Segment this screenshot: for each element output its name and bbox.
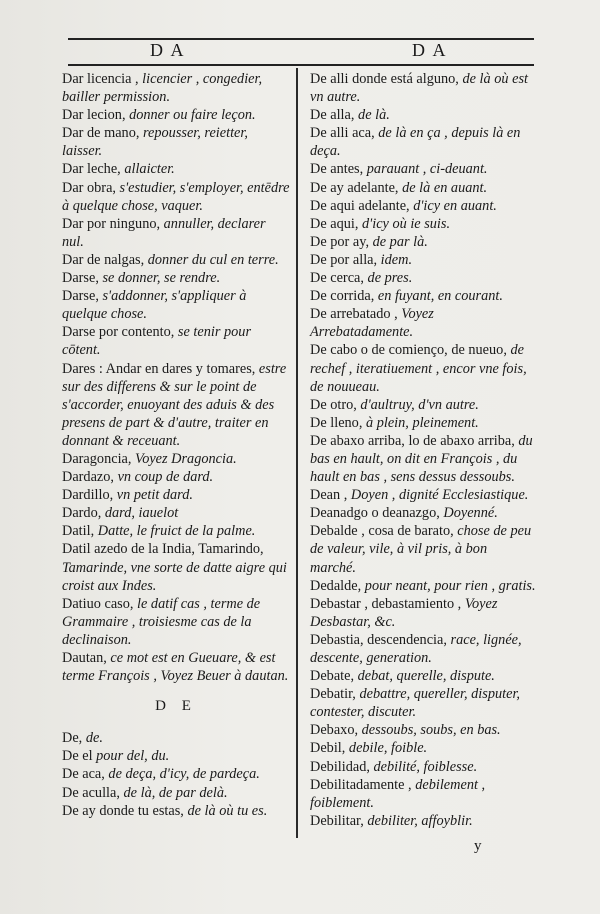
entry-headword: Dardillo, [62, 487, 114, 504]
entry-headword: Debilitadamente , [310, 776, 412, 793]
header-rule-top [68, 38, 534, 40]
entry-headword: Dardo, [62, 505, 102, 522]
entry-headword: Debil, [310, 740, 346, 757]
entry-definition: pour del, du. [92, 748, 170, 765]
entry-definition: vn coup de dard. [114, 469, 214, 486]
dictionary-entry [62, 540, 290, 594]
header-rule-bottom [68, 64, 534, 66]
entry-definition: se tenir pour cōtent. [62, 324, 252, 359]
dictionary-entry [62, 179, 290, 215]
entry-headword: Dean , [310, 487, 348, 504]
entry-definition: en fuyant, en courant. [374, 288, 503, 305]
entry-headword: De por ay, [310, 233, 370, 250]
entry-definition: de là en auant. [398, 179, 488, 196]
dictionary-entry [310, 233, 536, 251]
entry-definition: allaicter. [120, 161, 175, 178]
entry-headword: De arrebatado , [310, 306, 398, 323]
dictionary-entry [310, 396, 536, 414]
entry-definition: parauant , ci-deuant. [363, 161, 488, 178]
dictionary-entry [62, 323, 290, 359]
dictionary-entry [310, 305, 536, 341]
dictionary-entry [62, 729, 290, 747]
dictionary-entry [310, 776, 536, 812]
entry-headword: De antes, [310, 161, 364, 178]
entry-headword: Debalde , cosa de barato, [310, 523, 454, 540]
dictionary-entry [62, 802, 290, 820]
entry-headword: De aca, [62, 766, 105, 783]
dictionary-entry [310, 432, 536, 486]
entry-definition: donner ou faire leçon. [125, 107, 256, 124]
entry-headword: De otro, [310, 396, 357, 413]
entry-definition: de rechef , iteratiuement , encor vne fois, de nouueau. [310, 342, 527, 395]
entry-definition: de deça, d'icy, de pardeça. [104, 766, 260, 783]
dictionary-entry [62, 215, 290, 251]
entry-definition: Datte, le fruict de la palme. [94, 523, 256, 540]
entry-definition: dard, iauelot [101, 505, 179, 522]
entry-headword: De ay donde tu estas, [62, 802, 184, 819]
entry-definition: annuller, declarer nul. [62, 215, 266, 250]
entry-headword: Datiuo caso, [62, 595, 134, 612]
dictionary-entry [310, 70, 536, 106]
entry-headword: De lleno, [310, 414, 363, 431]
entry-headword: De ay adelante, [310, 179, 399, 196]
entry-headword: Debilitar, [310, 812, 364, 829]
dictionary-entry [62, 595, 290, 649]
section-title-de: D E [155, 698, 197, 715]
entry-headword: Daragoncia, [62, 450, 132, 467]
entry-definition: debattre, quereller, disputer, contester, discuter. [310, 686, 521, 721]
entry-headword: Debastar , debastamiento , [310, 595, 462, 612]
dictionary-entry [62, 251, 290, 269]
entry-definition: Voyez Desbastar, &c. [310, 595, 498, 630]
dictionary-entry [310, 522, 536, 576]
entry-headword: Darse, [62, 288, 99, 305]
entry-definition: de là. [354, 107, 390, 124]
dictionary-entry [310, 812, 536, 830]
entry-headword: Debatir, [310, 686, 356, 703]
dictionary-entry [62, 269, 290, 287]
entry-headword: Dardazo, [62, 469, 114, 486]
entry-definition: de là, de par delà. [119, 784, 228, 801]
dictionary-entry [62, 287, 290, 323]
entry-definition: Doyenné. [439, 505, 498, 522]
entry-headword: De corrida, [310, 288, 375, 305]
entry-definition: de là où tu es. [183, 802, 268, 819]
entry-definition: à plein, pleinement. [362, 414, 479, 431]
entry-definition: idem. [377, 251, 413, 268]
dictionary-entry [310, 197, 536, 215]
dictionary-entry [310, 179, 536, 197]
entry-headword: Dar licencia , [62, 71, 139, 87]
entry-definition: licencier , congedier, bailler permission. [62, 71, 263, 106]
dictionary-entry [310, 577, 536, 595]
entry-definition: chose de peu de valeur, vile, à vil pris, à bon marché. [310, 523, 532, 576]
dictionary-entry [310, 287, 536, 305]
left-entry-list [62, 70, 290, 685]
dictionary-entry [62, 765, 290, 783]
dictionary-entry [310, 106, 536, 124]
dictionary-entry [310, 251, 536, 269]
dictionary-entry [62, 160, 290, 178]
dictionary-entry [62, 468, 290, 486]
entry-headword: Debastia, descendencia, [310, 631, 447, 648]
dictionary-entry [310, 215, 536, 233]
entry-headword: Dar por ninguno, [62, 215, 161, 232]
dictionary-entry [62, 450, 290, 468]
entry-definition: s'estudier, s'employer, entēdre à quelque chose, vaquer. [62, 179, 290, 214]
entry-headword: De aqui adelante, [310, 197, 410, 214]
entry-headword: Datil azedo de la India, Tamarindo, [62, 541, 264, 558]
entry-headword: De aculla, [62, 784, 120, 801]
dictionary-entry [310, 269, 536, 287]
entry-headword: De el [62, 748, 93, 765]
entry-headword: De abaxo arriba, lo de abaxo arriba, [310, 432, 515, 449]
dictionary-entry [62, 522, 290, 540]
entry-definition: donner du cul en terre. [144, 251, 279, 268]
entry-definition: debilité, foiblesse. [369, 758, 478, 775]
dictionary-entry [310, 631, 536, 667]
dictionary-entry [310, 685, 536, 721]
entry-definition: de. [82, 730, 103, 747]
entry-headword: Debate, [310, 668, 355, 685]
entry-definition: d'aultruy, d'vn autre. [356, 396, 479, 413]
entry-headword: Dar lecion, [62, 107, 126, 124]
entry-headword: Debilidad, [310, 758, 370, 775]
dictionary-entry [62, 360, 290, 450]
entry-definition: debiliter, affoyblir. [363, 812, 473, 829]
left-column [62, 70, 290, 820]
entry-definition: Doyen , dignité Ecclesiastique. [347, 487, 529, 504]
dictionary-entry [310, 739, 536, 757]
entry-definition: de là où est vn autre. [310, 71, 528, 106]
entry-headword: Dar de mano, [62, 125, 140, 142]
entry-definition: ce mot est en Gueuare, & est terme François , Voyez Beuer à dautan. [62, 650, 289, 685]
entry-definition: Voyez Dragoncia. [131, 450, 237, 467]
dictionary-entry [62, 784, 290, 802]
entry-definition: de par là. [369, 233, 428, 250]
right-column [310, 70, 536, 830]
dictionary-entry [310, 486, 536, 504]
entry-definition: du bas en hault, on dit en François , du hault en bas , sens dessus dessoubs. [310, 432, 533, 486]
entry-definition: debile, foible. [345, 740, 428, 757]
entry-headword: De por alla, [310, 251, 378, 268]
entry-headword: Dar leche, [62, 161, 121, 178]
entry-definition: d'icy où ie suis. [358, 215, 451, 232]
entry-headword: Debaxo, [310, 722, 359, 739]
entry-headword: De alli aca, [310, 125, 375, 142]
column-divider [296, 68, 298, 838]
entry-headword: Darse por contento, [62, 324, 175, 341]
entry-definition: dessoubs, soubs, en bas. [358, 722, 501, 739]
dictionary-entry [62, 70, 290, 106]
entry-headword: Dar obra, [62, 179, 116, 196]
entry-definition: repousser, reietter, laisser. [62, 125, 248, 160]
dictionary-entry [62, 486, 290, 504]
entry-definition: pour neant, pour rien , gratis. [361, 577, 536, 594]
entry-definition: vn petit dard. [113, 487, 193, 504]
entry-definition: de là en ça , depuis là en deça. [310, 125, 521, 160]
entry-definition: d'icy en auant. [409, 197, 497, 214]
left-de-entry-list [62, 729, 290, 819]
entry-headword: De alla, [310, 107, 355, 124]
dictionary-entry [62, 747, 290, 765]
entry-headword: De cabo o de comienço, de nueuo, [310, 342, 507, 359]
dictionary-entry [310, 721, 536, 739]
entry-headword: Dedalde, [310, 577, 362, 594]
dictionary-entry [310, 124, 536, 160]
dictionary-entry [310, 341, 536, 395]
dictionary-entry [62, 504, 290, 522]
entry-headword: Darse, [62, 270, 99, 287]
entry-headword: Dar de nalgas, [62, 251, 145, 268]
dictionary-entry [310, 504, 536, 522]
entry-definition: se donner, se rendre. [98, 270, 221, 287]
dictionary-entry [310, 667, 536, 685]
dictionary-entry [310, 414, 536, 432]
entry-definition: race, lignée, descente, generation. [310, 631, 522, 666]
entry-headword: Dautan, [62, 650, 107, 666]
entry-definition: s'addonner, s'appliquer à quelque chose. [62, 288, 247, 323]
dictionary-entry [310, 160, 536, 178]
entry-definition: estre sur des differens & sur le point de s'accorder, enuoyant des aduis & des presens de part & d'autre, traiter en donnant & receuant. [62, 360, 287, 449]
signature-mark: y [474, 838, 482, 854]
dictionary-entry [310, 758, 536, 776]
running-head-left: D A [150, 40, 186, 60]
entry-definition: debat, querelle, dispute. [354, 668, 495, 685]
dictionary-entry [310, 595, 536, 631]
right-entry-list [310, 70, 536, 830]
dictionary-entry [62, 649, 290, 685]
entry-headword: Dares : Andar en dares y tomares, [62, 360, 256, 377]
entry-definition: Tamarinde, vne sorte de datte aigre qui croist aux Indes. [62, 559, 287, 594]
entry-definition: le datif cas , terme de Grammaire , troisiesme cas de la declinaison. [62, 595, 261, 648]
entry-definition: de pres. [363, 270, 413, 287]
dictionary-entry [62, 106, 290, 124]
entry-definition: debilement , foiblement. [310, 776, 486, 811]
entry-headword: De, [62, 730, 83, 747]
entry-definition: Voyez Arrebatadamente. [310, 306, 434, 341]
entry-headword: De aqui, [310, 215, 359, 232]
entry-headword: Datil, [62, 523, 95, 540]
entry-headword: De cerca, [310, 270, 364, 287]
entry-headword: Deanadgo o deanazgo, [310, 505, 440, 522]
entry-headword: De alli donde está alguno, [310, 71, 459, 87]
dictionary-entry [62, 124, 290, 160]
running-head-right: D A [412, 40, 448, 60]
